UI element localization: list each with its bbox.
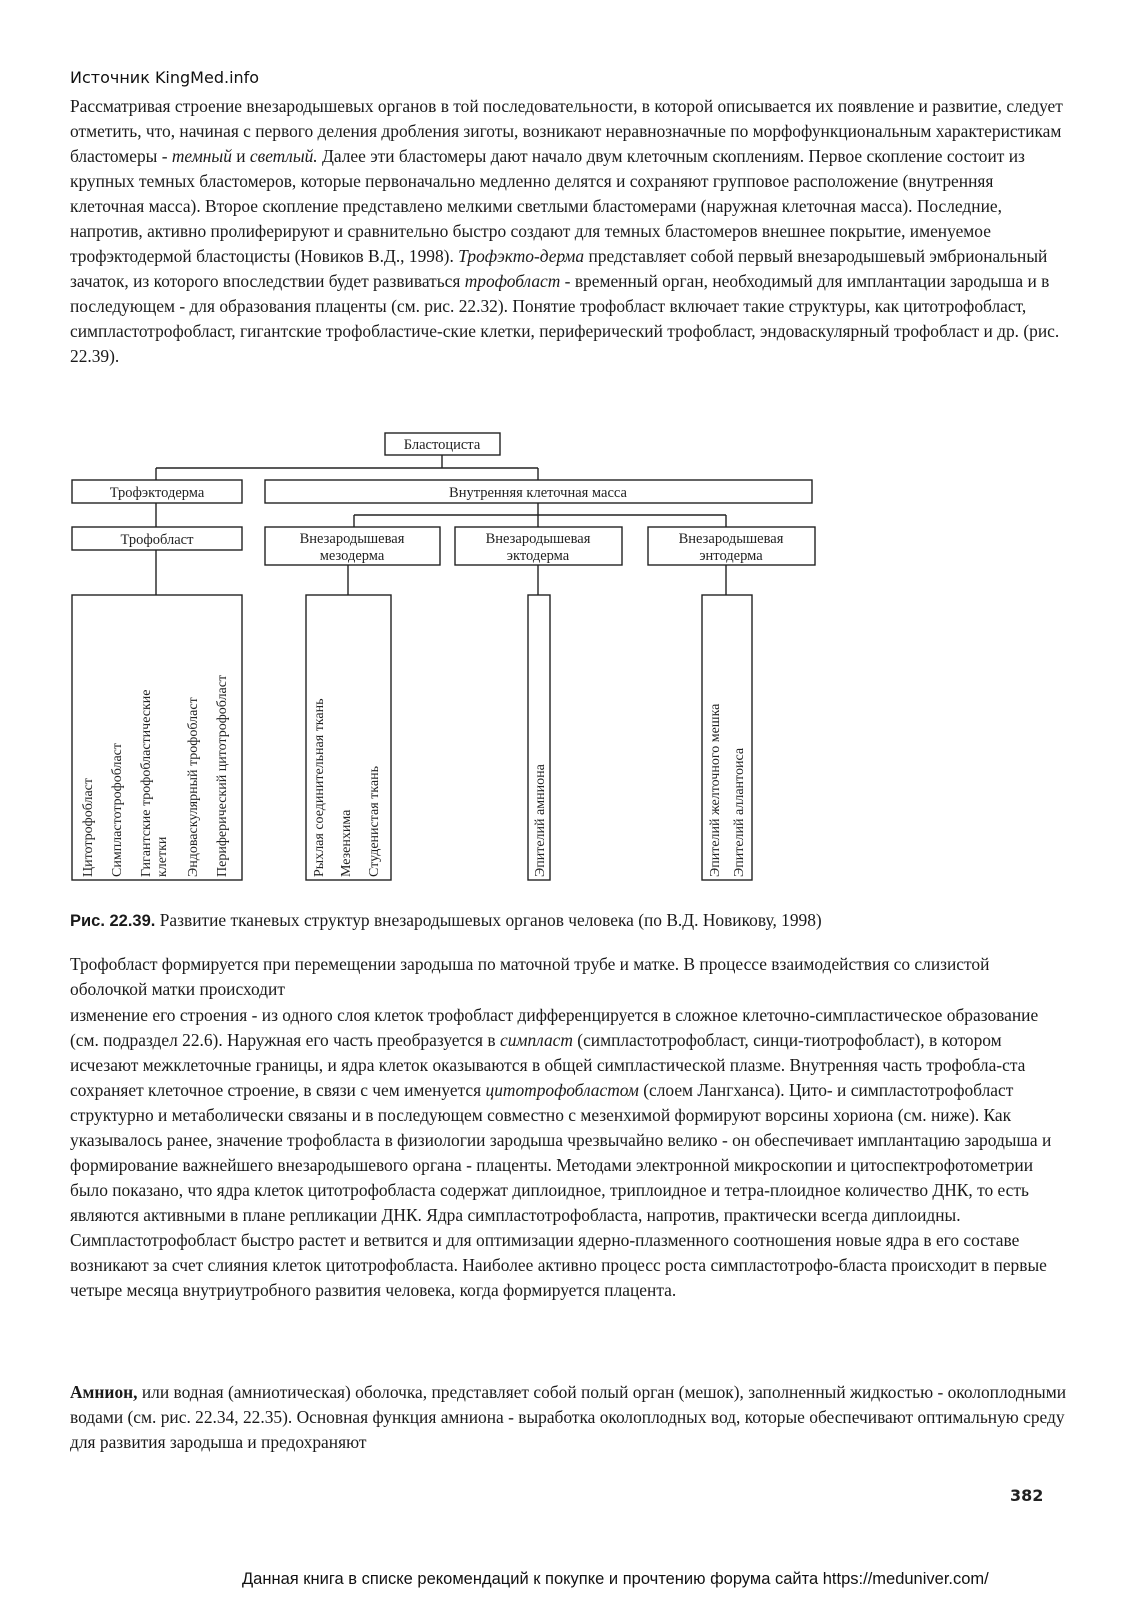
label-inner-cell-mass: Внутренняя клеточная масса	[449, 485, 627, 501]
item-giant-trophoblastic-1: Гигантские трофобластические	[139, 689, 154, 877]
page-number: 382	[1010, 1486, 1044, 1505]
item-cytotrophoblast: Цитотрофобласт	[81, 777, 96, 877]
figure-caption: Рис. 22.39. Развитие тканевых структур внезародышевых органов человека (по В.Д. Новикову, 1998)	[70, 910, 822, 930]
item-mesenchyme: Мезенхима	[339, 809, 354, 877]
item-endovascular-trophoblast: Эндоваскулярный трофобласт	[186, 697, 201, 877]
item-yolk-sac-epithelium: Эпителий желточного мешка	[708, 703, 723, 877]
label-entoderm-1: Внезародышевая	[678, 531, 784, 547]
paragraph-trophoblast-formation: Трофобласт формируется при перемещении зародыша по маточной трубе и матке. В процессе взаимодействия со слизистой оболочкой матки происходит	[70, 954, 990, 999]
label-entoderm-2: энтодерма	[699, 548, 763, 564]
paragraph-extraembryonic-organs: Рассматривая строение внезародышевых органов в той последовательности, в которой описывается их появление и развитие, следует отметить, что, начиная с первого деления дробления зиготы, возникают неравнозначные по морфофункциональным характеристикам бластомеры - темный и светлый. Далее эти бластомеры дают начало двум клеточным скоплениям. Первое скопление состоит из крупных темных бластомеров, которые первоначально медленно делятся и сохраняют групповое расположение (внутренняя клеточная масса). Второе скопление представлено мелкими светлыми бластомерами (наружная клеточная масса). Последние, напротив, активно пролиферируют и сравнительно быстро создают для темных бластомеров внешнее покрытие, именуемое трофэктодермой бластоцисты (Новиков В.Д., 1998). Трофэкто-дерма представляет собой первый внезародышевый эмбриональный зачаток, из которого впоследствии будет развиваться трофобласт - временный орган, необходимый для имплантации зародыша и в последующем - для образования плаценты (см. рис. 22.32). Понятие трофобласт включает такие структуры, как цитотрофобласт, симпластотрофобласт, гигантские трофобластиче-ские клетки, периферический трофобласт, эндоваскулярный трофобласт и др. (рис. 22.39).	[70, 96, 1063, 366]
label-trophectoderm: Трофэктодерма	[109, 485, 205, 501]
item-amnion-epithelium: Эпителий амниона	[533, 764, 548, 877]
item-peripheral-cytotrophoblast: Периферический цитотрофобласт	[215, 674, 230, 877]
paragraph-trophoblast-structure: изменение его строения - из одного слоя клеток трофобласт дифференцируется в сложное клеточно-симпластическое образование (см. подраздел 22.6). Наружная его часть преобразуется в симпласт (симпластотрофобласт, синци-тиотрофобласт), в котором исчезают межклеточные границы, и ядра клеток оказываются в общей симпластической плазме. Внутренняя часть трофобла-ста сохраняет клеточное строение, в связи с чем именуется цитотрофобластом (слоем Лангханса). Цито- и симпластотрофобласт структурно и метаболически связаны и в последующем совместно с мезенхимой формируют ворсины хориона (см. ниже). Как указывалось ранее, значение трофобласта в физиологии зародыша чрезвычайно велико - он обеспечивает имплантацию зародыша и формирование важнейшего внезародышевого органа - плаценты. Методами электронной микроскопии и цитоспектрофотометрии было показано, что ядра клеток цитотрофобласта содержат диплоидное, триплоидное и тетра-плоидное количество ДНК, то есть являются активными в плане репликации ДНК. Ядра симпластотрофобласта, напротив, практически всегда диплоидны. Симпластотрофобласт быстро растет и ветвится и для оптимизации ядерно-плазменного соотношения новые ядра в его составе возникают за счет слияния клеток цитотрофобласта. Наиболее активно процесс роста симпластотрофо-бласта происходит в первые четыре месяца внутриутробного развития человека, когда формируется плацента.	[70, 1005, 1052, 1300]
label-blastocyst: Бластоциста	[403, 437, 481, 453]
item-giant-trophoblastic-2: клетки	[155, 836, 170, 877]
label-trophoblast: Трофобласт	[120, 532, 194, 548]
label-ectoderm-2: эктодерма	[506, 548, 570, 564]
label-mesoderm-1: Внезародышевая	[299, 531, 405, 547]
source-header: Источник KingMed.info	[70, 68, 260, 87]
label-mesoderm-2: мезодерма	[319, 548, 385, 564]
footer-recommendation: Данная книга в списке рекомендаций к покупке и прочтению форума сайта https://meduniver.com/	[242, 1570, 989, 1588]
item-allantois-epithelium: Эпителий аллантоиса	[732, 747, 747, 877]
paragraph-amnion: Амнион, или водная (амниотическая) оболочка, представляет собой полый орган (мешок), заполненный жидкостью - околоплодными водами (см. рис. 22.34, 22.35). Основная функция амниона - выработка околоплодных вод, которые обеспечивают оптимальную среду для развития зародыша и предохраняют	[70, 1382, 1067, 1452]
item-symplastotrophoblast: Симпластотрофобласт	[110, 742, 125, 877]
label-ectoderm-1: Внезародышевая	[485, 531, 591, 547]
item-loose-connective-tissue: Рыхлая соединительная ткань	[312, 698, 327, 877]
item-gelatinous-tissue: Студенистая ткань	[367, 766, 382, 877]
